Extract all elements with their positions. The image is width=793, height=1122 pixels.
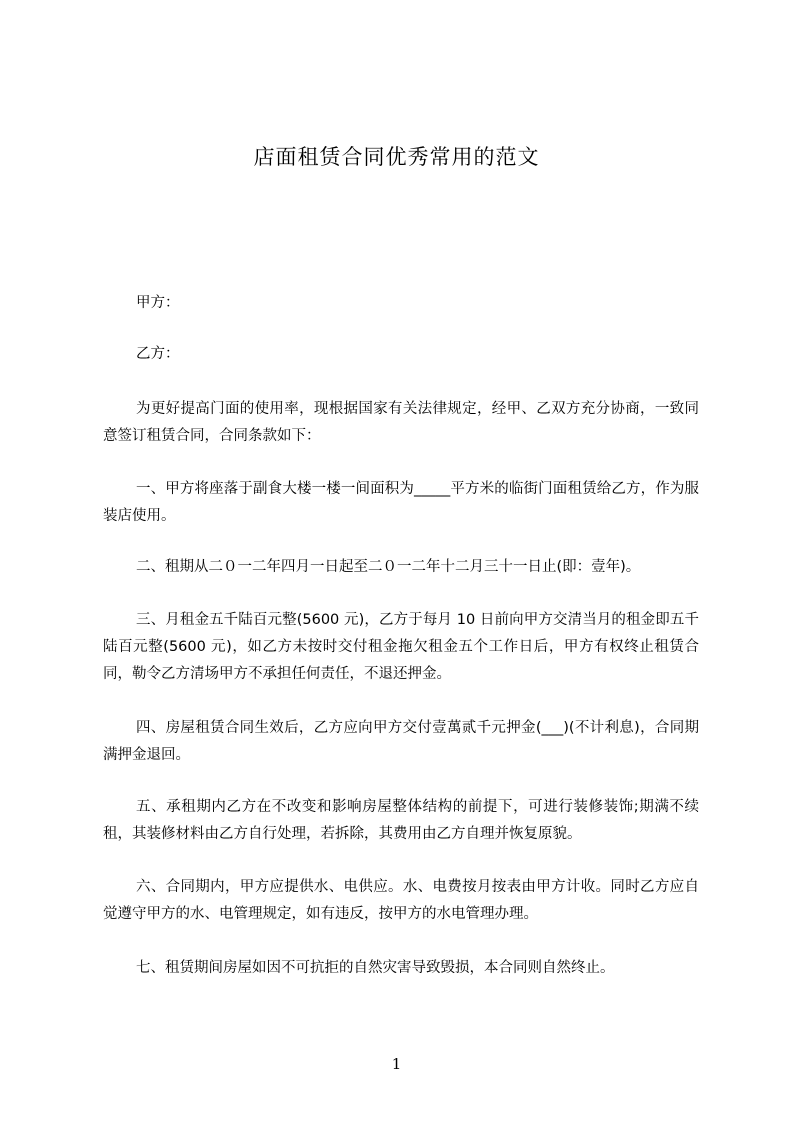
clause-4-paragraph: 四、房屋租赁合同生效后，乙方应向甲方交付壹萬贰千元押金(___)(不计利息)，合同期满押金退回。	[103, 720, 699, 763]
clause-1-paragraph: 一、甲方将座落于副食大楼一楼一间面积为_____平方米的临街门面租赁给乙方，作为服装店使用。	[103, 481, 699, 524]
clause-5-paragraph: 五、承租期内乙方在不改变和影响房屋整体结构的前提下，可进行装修装饰;期满不续租，其装修材料由乙方自行处理，若拆除，其费用由乙方自理并恢复原貌。	[103, 799, 699, 842]
clause-2-paragraph: 二、租期从二０一二年四月一日起至二０一二年十二月三十一日止(即：壹年)。	[136, 559, 641, 575]
document-title: 店面租赁合同优秀常用的范文	[253, 145, 540, 169]
clause-6-paragraph: 六、合同期内，甲方应提供水、电供应。水、电费按月按表由甲方计收。同时乙方应自觉遵守甲方的水、电管理规定，如有违反，按甲方的水电管理办理。	[103, 879, 699, 922]
page-number: 1	[391, 1055, 402, 1073]
preamble-paragraph: 为更好提高门面的使用率，现根据国家有关法律规定，经甲、乙双方充分协商，一致同意签订租赁合同，合同条款如下：	[103, 401, 699, 444]
clause-3-paragraph: 三、月租金五千陆百元整(5600 元)，乙方于每月 10 日前向甲方交清当月的租金即五千陆百元整(5600 元)，如乙方未按时交付租金拖欠租金五个工作日后，甲方有权终止租赁合同，勒令乙方清场甲方不承担任何责任，不退还押金。	[103, 612, 699, 682]
clause-7-paragraph: 七、租赁期间房屋如因不可抗拒的自然灾害导致毁损，本合同则自然终止。	[136, 960, 615, 976]
party-a-line: 甲方：	[136, 295, 180, 311]
party-b-line: 乙方：	[136, 346, 180, 362]
